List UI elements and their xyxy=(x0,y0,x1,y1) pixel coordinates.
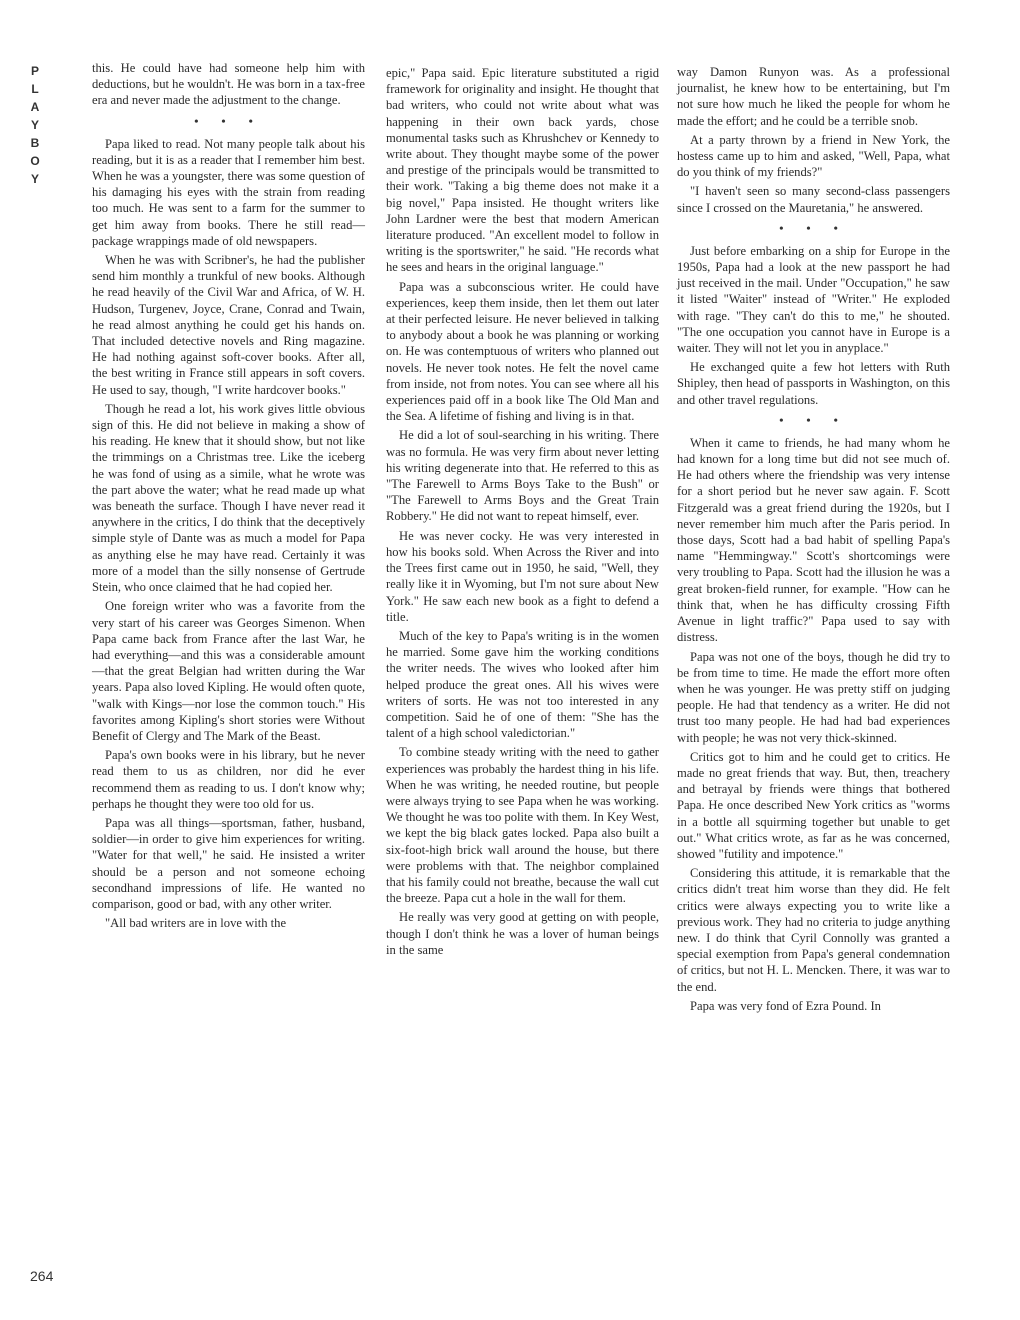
paragraph: Papa liked to read. Not many people talk about his reading, but it is as a reader that I remember him best. When he was a youngster, there was some question of his damaging his eyes with the strain from reading too much. He was sent to a farm for the summer to get him away from books. There he still read—package wrappings made of old newspapers. xyxy=(92,136,365,248)
section-separator: • • • xyxy=(779,412,848,427)
paragraph: At a party thrown by a friend in New York, the hostess came up to him and asked, "Well, Papa, what do you think of my friends?" xyxy=(677,132,950,180)
paragraph: He was never cocky. He was very interested in how his books sold. When Across the River and into the Trees first came out in 1950, he said, "Well, they really like it in Wyoming, but I'm not sure about New York." He saw each new book as a fight to defend a title. xyxy=(386,528,659,624)
paragraph: "I haven't seen so many second-class passengers since I crossed on the Mauretania," he answered. xyxy=(677,184,950,215)
paragraph: Much of the key to Papa's writing is in the women he married. Some gave him the working conditions the writer needs. The wives who looked after him helped produce the great ones. All his wives were writers of sorts. He was not too interested in any competition. Said he of one of them: "She has the talent of a high school valedictorian." xyxy=(386,628,659,741)
text-column-1 xyxy=(92,60,365,934)
paragraph: One foreign writer who was a favorite from the very start of his career was Georges Simenon. When Papa came back from France after the last War, he had everything—and this was a considerable amount—that the great Belgian had written during the War years. Papa also loved Kipling. He would often quote, "walk with Kings—nor lose the common touch." His favorites among Kipling's short stories were Without Benefit of Clergy and The Mark of the Beast. xyxy=(92,599,365,743)
masthead-letter: P xyxy=(30,64,39,78)
paragraph: When he was with Scribner's, he had the publisher send him monthly a trunkful of new books. Although he read heavily of the Civil War and Africa, of W. H. Hudson, Turgenev, Joyce, Crane, Conrad and Twain, he read almost anything he could get his hands on. That included detective novels and Ring magazine. He had nothing against soft-cover books. After all, the best writing in France still appears in soft covers. He used to say, though, "I write hardcover books." xyxy=(92,253,365,397)
paragraph: "All bad writers are in love with the xyxy=(105,916,287,931)
masthead-letter: Y xyxy=(30,172,39,186)
paragraph: Papa's own books were in his library, but he never read them to us as children, nor did he ever recommend them as reading to us. I don't know why; perhaps he thought they were too old for us. xyxy=(92,748,365,811)
paragraph: epic," Papa said. Epic literature substituted a rigid framework for originality and insight. He thought that bad writers, who could not write about what was happening in their own back yards, chose monumental tasks such as Khrushchev or Kennedy to write about. They thought maybe some of the power and prestige of the principals would be transmitted to their work. "Taking a big theme does not make it a big novel," Papa insisted. He thought writers like John Lardner were the best that modern American literature produced. "An excellent model to follow in writing is the sportswriter," he said. "He records what he sees and hears in the original language." xyxy=(386,66,659,275)
paragraph: He really was very good at getting on with people, though I don't think he was a lover of human beings in the same xyxy=(386,910,659,957)
paragraph: Just before embarking on a ship for Europe in the 1950s, Papa had a look at the new passport he had just received in the mail. Under "Occupation," he saw it listed "Waiter" instead of "Writer." He exploded with rage. "They can't do this to me," he shouted. "The one occupation you cannot have in Europe is a waiter. They will not let you in anyplace." xyxy=(677,243,950,356)
paragraph: When it came to friends, he had many whom he had known for a long time but did not see much of. He had others where the friendship was very intense for a short period but he never saw again. F. Scott Fitzgerald was a great friend during the 1920s, but I never remember him much after the Paris period. In those days, Scott had a bad habit of spelling Papa's name "Hemmingway." Scott's shortcomings were very troubling to Papa. Scott had the illusion he was a great broken-field runner, for example. "How can he think that, when he has difficulty crossing Fifth Avenue in light traffic?" Papa used to say with distress. xyxy=(677,435,950,645)
section-separator: • • • xyxy=(779,220,848,235)
paragraph: To combine steady writing with the need to gather experiences was probably the hardest thing in his life. When he was writing, he needed routine, but people were always trying to see Papa when he was working. We thought he was too polite with them. In Key West, we kept the big black gates locked. Papa also built a six-foot-high brick wall around the house, but there were problems with that. The neighbor complained that his family could not breathe, because the wall cut the breeze. Papa cut a hole in the wall for them. xyxy=(386,745,659,906)
paragraph: Papa was a subconscious writer. He could have experiences, keep them inside, then let them out later at their perfected leisure. He never believed in talking to anybody about a book he was planning or working on. He was contemptuous of writers who planned out novels. He never took notes. He felt the novel came from inside, not from notes. You can see where all his experiences paid off in a book like The Old Man and the Sea. A lifetime of fishing and living is in that. xyxy=(386,279,659,424)
magazine-masthead xyxy=(28,62,42,188)
paragraph: Though he read a lot, his work gives little obvious sign of this. He did not believe in making a show of his reading. He knew that it should show, but not like the trimmings on a Christmas tree. Like the iceberg he was fond of using as a simile, what he wrote was the part above the water; what he read made up what was beneath the surface. Though I have never read it anywhere in the critics, I do think that the deceptively simple style of Dante was as much a model for Papa as anything else he may have read. Certainly it was more of a model than the silly nonsense of Gertrude Stein, who once claimed that he had copied her. xyxy=(92,401,365,595)
paragraph: Critics got to him and he could get to critics. He made no great friends that way. But, then, treachery and betrayal by friends were things that bothered Papa. He once described New York critics as "worms in a bottle all squirming together but unable to get out." What critics wrote, as far as he was concerned, showed "futility and impotence." xyxy=(677,749,950,861)
paragraph: He exchanged quite a few hot letters with Ruth Shipley, then head of passports in Washington, on this and other travel regulations. xyxy=(677,360,950,407)
paragraph: this. He could have had someone help him with deductions, but he wouldn't. He was born in a tax-free era and never made the adjustment to the change. xyxy=(92,61,365,108)
paragraph: Considering this attitude, it is remarkable that the critics didn't treat him worse than they did. He felt critics were always expecting you to write like a previous work. They had no criteria to judge anything new. I do think that Cyril Connolly was granted a special exemption from Papa's general condemnation of critics, but not H. L. Mencken. There, it was war to the end. xyxy=(677,866,950,994)
text-column-3 xyxy=(677,64,950,1017)
paragraph: He did a lot of soul-searching in his writing. There was no formula. He was very firm about never letting his writing degenerate into that. He referred to this as "The Farewell to Arms Boys Take to the Bush" or "The Farewell to Arms Boys and the Great Train Robbery." He did not want to repeat himself, ever. xyxy=(386,428,659,524)
paragraph: Papa was not one of the boys, though he did try to be from time to time. He made the effort more often when he was younger. He was pretty stiff on judging people. He had that tendency as a writer. He did not trust too many people. He had had bad experiences with people; he was not very thick-skinned. xyxy=(677,649,950,745)
masthead-letter: O xyxy=(30,154,40,168)
masthead-letter: A xyxy=(30,100,40,114)
paragraph: way Damon Runyon was. As a professional journalist, he knew how to be entertaining, but I'm not sure how much he liked the people for whom he made the effort; and he could be a terrible snob. xyxy=(677,65,950,128)
page-number: 264 xyxy=(30,1268,54,1284)
masthead-letter: L xyxy=(31,82,39,96)
section-separator: • • • xyxy=(194,113,263,128)
text-column-2 xyxy=(386,65,659,961)
masthead-letter: Y xyxy=(30,118,39,132)
paragraph: Papa was all things—sportsman, father, husband, soldier—in order to give him experiences for writing. "Water for that well," he said. He insisted a writer should be a person and not someone echoing secondhand impressions of life. He wanted no comparison, good or bad, with any other writer. xyxy=(92,815,365,911)
masthead-letter: B xyxy=(30,136,40,150)
paragraph: Papa was very fond of Ezra Pound. In xyxy=(690,998,881,1013)
